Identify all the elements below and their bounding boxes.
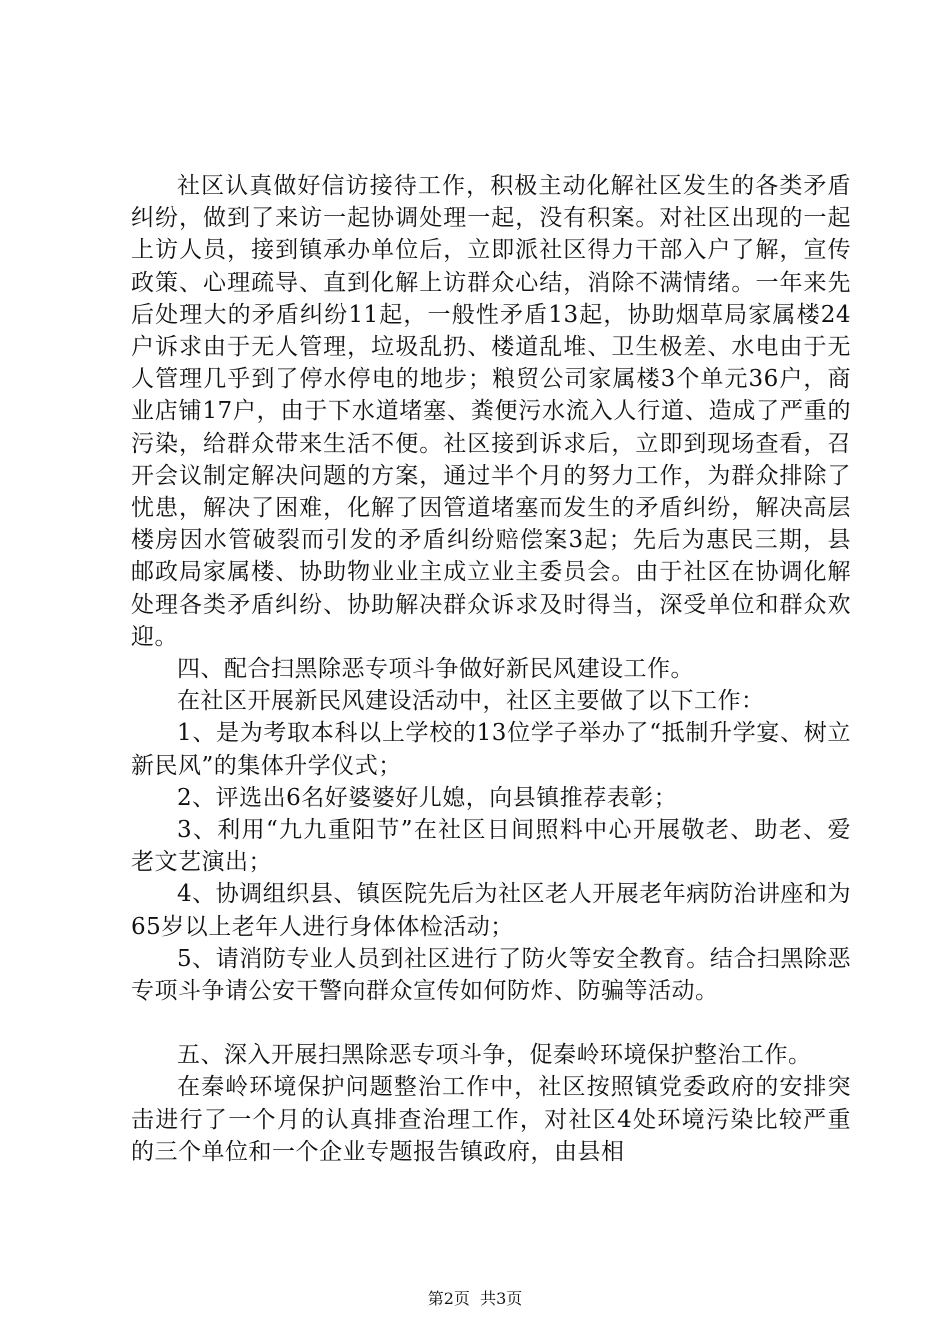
list-item-3: 3、利用“九九重阳节”在社区日间照料中心开展敬老、助老、爱老文艺演出； [131,817,851,876]
list-item-2: 2、评选出6名好婆婆好儿媳，向县镇推荐表彰； [177,784,678,811]
heading-section-four: 四、配合扫黑除恶专项斗争做好新民风建设工作。 [177,656,694,683]
paragraph-qinling-environment: 在秦岭环境保护问题整治工作中，社区按照镇党委政府的安排突击进行了一个月的认真排查治理工作，对社区4处环境污染比较严重的三个单位和一个企业专题报告镇政府，由县相 [131,1074,851,1165]
list-item-5: 5、请消防专业人员到社区进行了防火等安全教育。结合扫黑除恶专项斗争请公安干警向群众宣传如何防炸、防骗等活动。 [131,945,851,1005]
paragraph-new-custom-intro: 在社区开展新民风建设活动中，社区主要做了以下工作： [177,688,765,715]
page-number: 第2页 共3页 [427,1289,523,1308]
document-body [131,170,851,1168]
paragraph-petition-work: 社区认真做好信访接待工作，积极主动化解社区发生的各类矛盾纠纷，做到了来访一起协调处理一起，没有积案。对社区出现的一起上访人员，接到镇承办单位后，立即派社区得力干部入户了解，宣传政策、心理疏导、直到化解上访群众心结，消除不满情绪。一年来先后处理大的矛盾纠纷11起，一般性矛盾13起，协助烟草局家属楼24户诉求由于无人管理，垃圾乱扔、楼道乱堆、卫生极差、水电由于无人管理几乎到了停水停电的地步；粮贸公司家属楼3个单元36户，商业店铺17户，由于下水道堵塞、粪便污水流入人行道、造成了严重的污染，给群众带来生活不便。社区接到诉求后，立即到现场查看，召开会议制定解决问题的方案，通过半个月的努力工作，为群众排除了忧患，解决了困难，化解了因管道堵塞而发生的矛盾纠纷，解决高层楼房因水管破裂而引发的矛盾纠纷赔偿案3起；先后为惠民三期，县邮政局家属楼、协助物业业主成立业主委员会。由于社区在协调化解处理各类矛盾纠纷、协助解决群众诉求及时得当，深受单位和群众欢迎。 [131,173,851,650]
list-item-1: 1、是为考取本科以上学校的13位学子举办了“抵制升学宴、树立新民风”的集体升学仪式； [131,720,851,779]
list-item-4: 4、协调组织县、镇医院先后为社区老人开展老年病防治讲座和为65岁以上老年人进行身体体检活动； [131,881,851,940]
heading-section-five: 五、深入开展扫黑除恶专项斗争，促秦岭环境保护整治工作。 [177,1042,812,1069]
page-footer [0,1289,950,1309]
